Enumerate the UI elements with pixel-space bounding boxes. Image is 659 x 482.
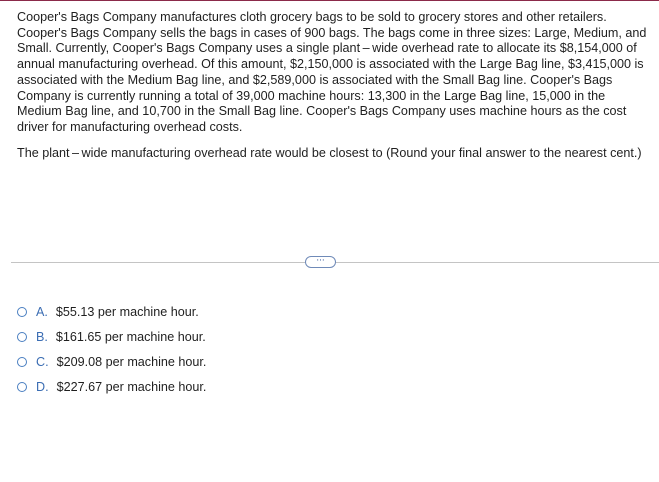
radio-icon[interactable]	[17, 307, 27, 317]
question-paragraph-1: Cooper's Bags Company manufactures cloth grocery bags to be sold to grocery stores and other retailers. Cooper's Bags Company sells the bags in cases of 900 bags. The bags come in three sizes: Large, Medium, and Small. Currently, Cooper's Bags Company uses a single plant – wide overhead rate to allocate its $8,154,000 of annual manufacturing overhead. Of this amount, $2,150,000 is associated with the Large Bag line, $3,415,000 is associated with the Medium Bag line, and $2,589,000 is associated with the Small Bag line. Cooper's Bags Company is currently running a total of 39,000 machine hours: 13,300 in the Large Bag line, 15,000 in the Medium Bag line, and 10,700 in the Small Bag line. Cooper's Bags Company uses machine hours as the cost driver for manufacturing overhead costs.	[17, 10, 647, 134]
option-b[interactable]	[17, 324, 417, 349]
option-c[interactable]	[17, 349, 417, 374]
option-d[interactable]	[17, 374, 417, 399]
answer-options	[17, 299, 417, 399]
question-paragraph-2: The plant – wide manufacturing overhead rate would be closest to (Round your final answer to the nearest cent.)	[17, 145, 642, 160]
option-letter: C.	[36, 354, 49, 369]
question-text	[17, 10, 653, 171]
option-text: $55.13 per machine hour.	[55, 304, 199, 319]
option-letter: D.	[36, 379, 49, 394]
radio-icon[interactable]	[17, 357, 27, 367]
option-text: $209.08 per machine hour.	[56, 354, 207, 369]
top-rule	[0, 0, 659, 1]
option-a[interactable]	[17, 299, 417, 324]
radio-icon[interactable]	[17, 332, 27, 342]
expand-more-button[interactable]: ···	[305, 256, 336, 268]
option-letter: A.	[36, 304, 48, 319]
radio-icon[interactable]	[17, 382, 27, 392]
option-letter: B.	[36, 329, 48, 344]
option-text: $161.65 per machine hour.	[55, 329, 206, 344]
option-text: $227.67 per machine hour.	[56, 379, 207, 394]
